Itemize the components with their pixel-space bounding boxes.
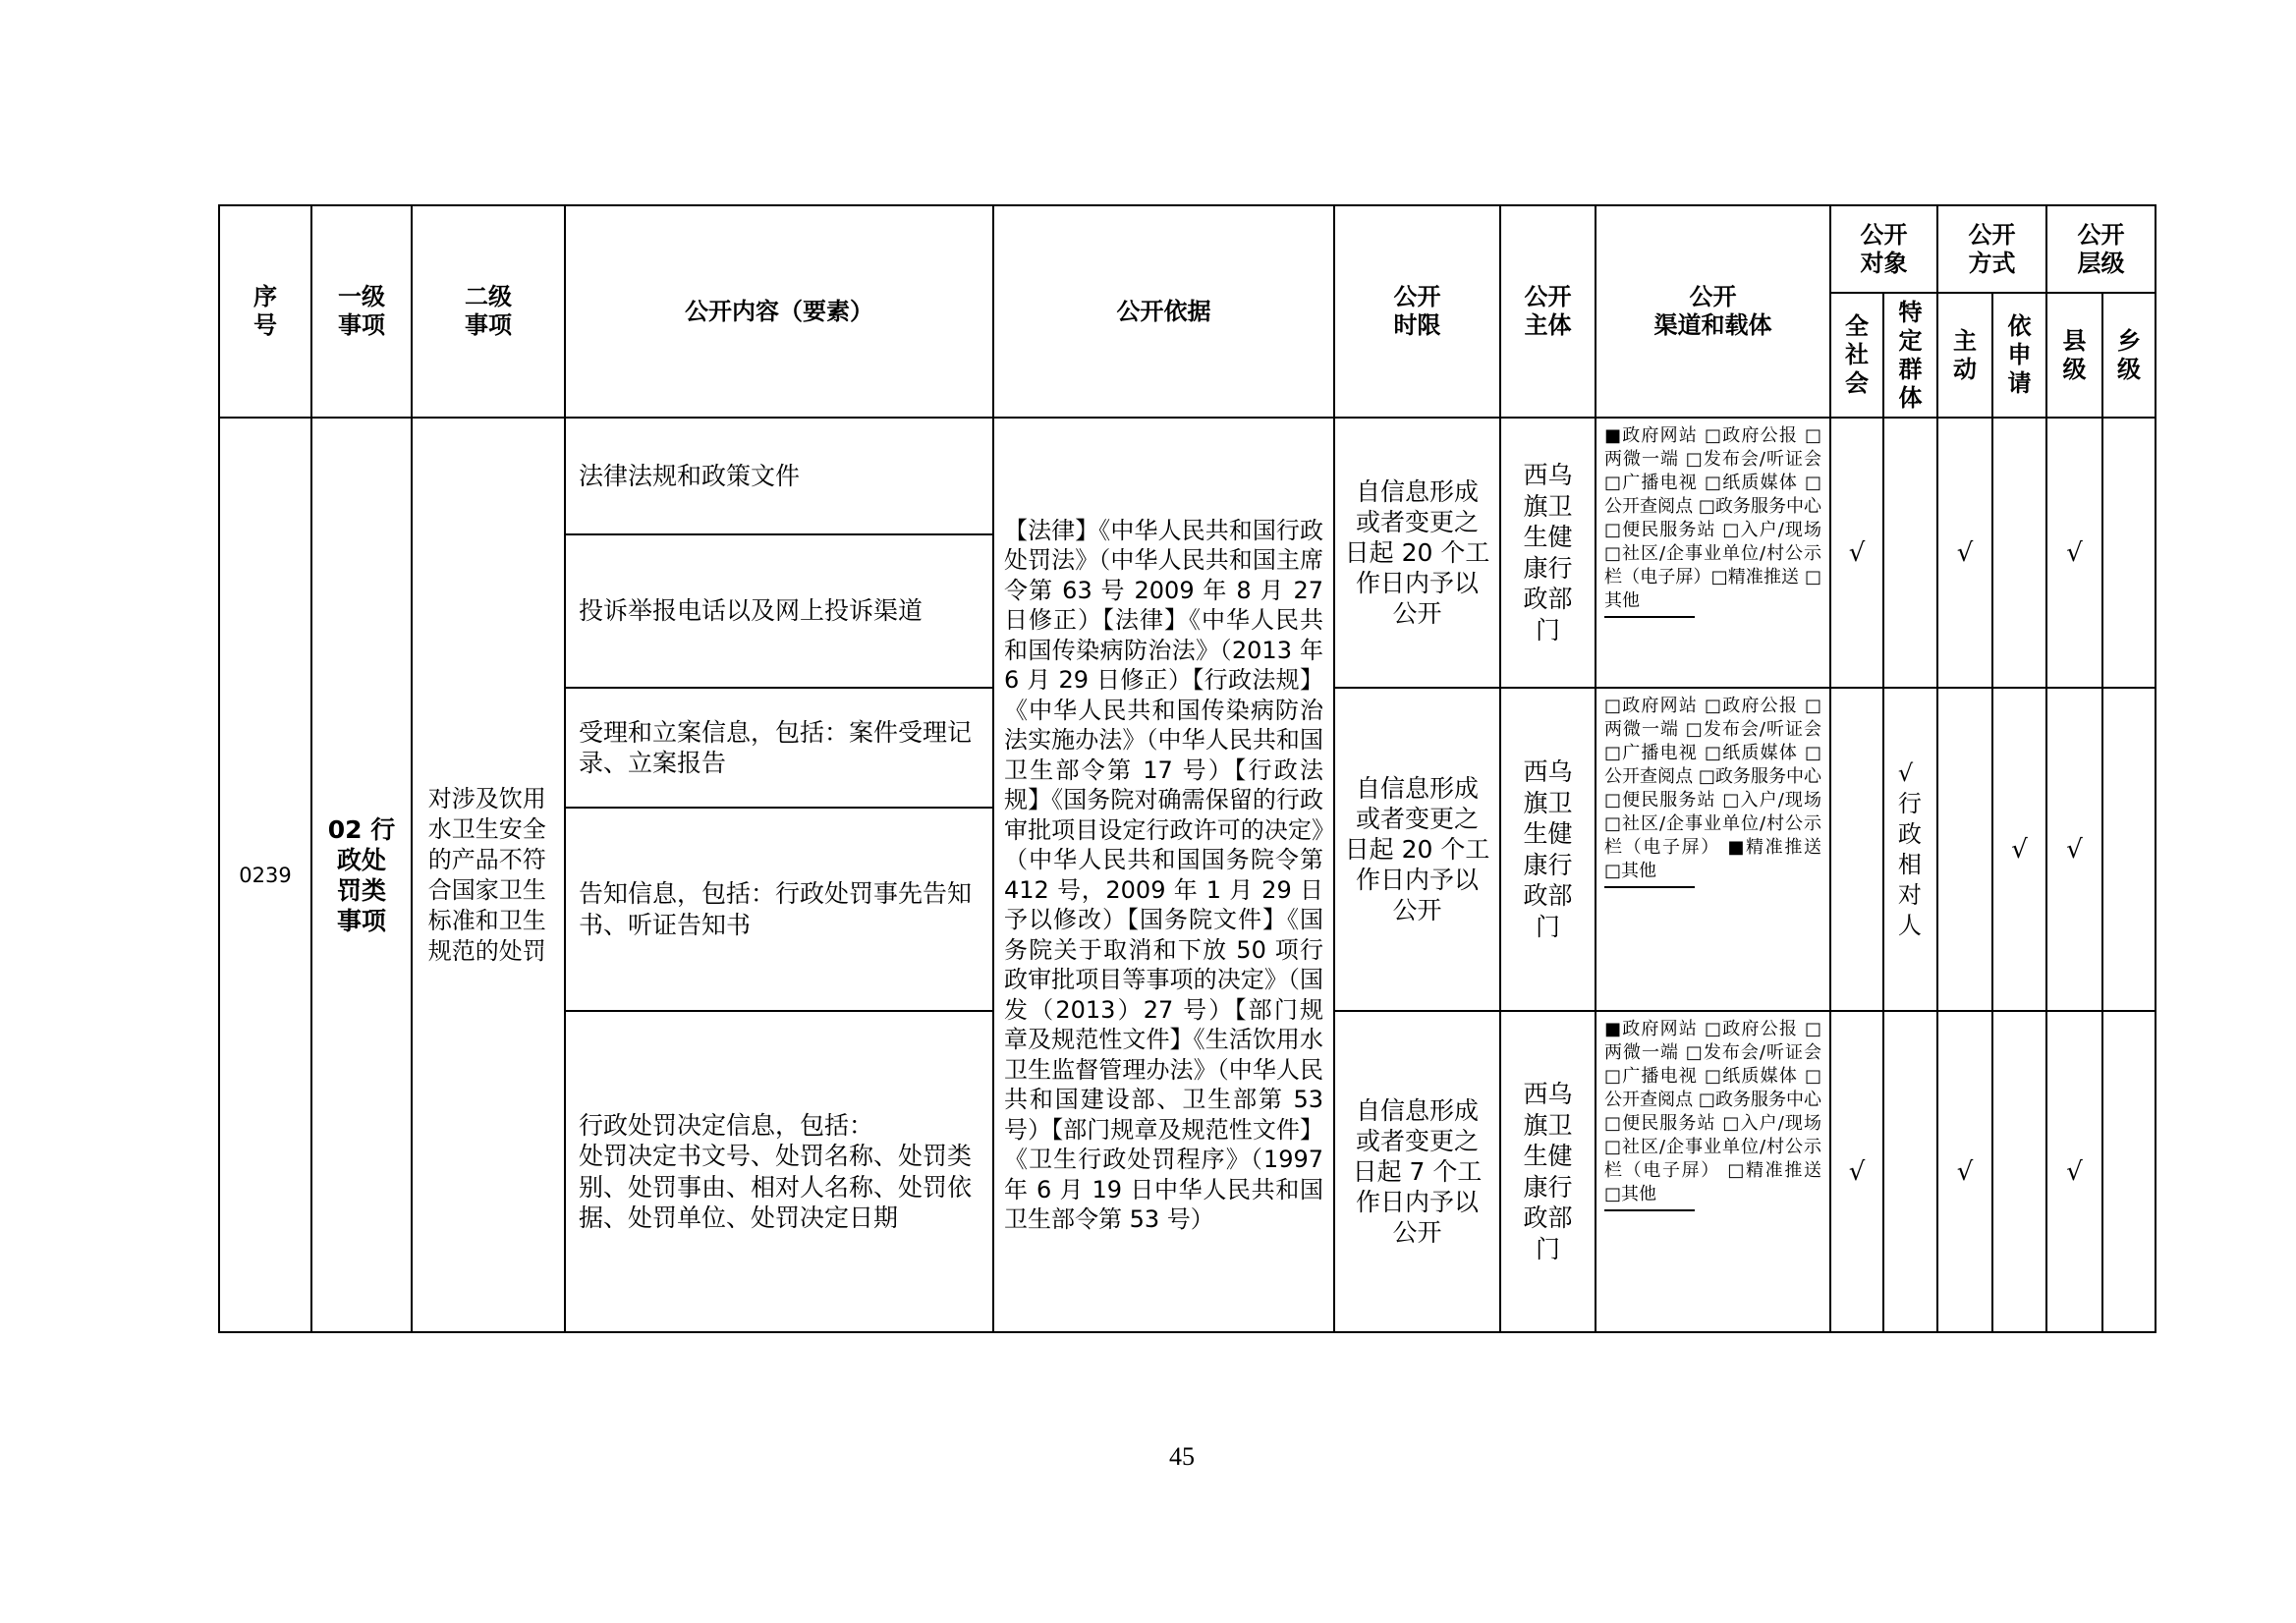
record-seq-cell (220, 419, 310, 1331)
group-1-time-limit-cell (1335, 419, 1499, 687)
content-row-2 (566, 535, 992, 687)
header-method-active-cell (1938, 294, 1991, 417)
disclosure-table (218, 204, 2156, 1333)
content-text: 行政处罚决定信息，包括： 处罚决定书文号、处罚名称、处罚类别、处罚事由、相对人名称、处罚依据、处罚单位、处罚决定日期 (579, 1110, 973, 1232)
header-method-cell (1938, 206, 2045, 292)
header-time-limit-cell (1335, 206, 1499, 417)
group-2-channel-cell (1596, 689, 1829, 1010)
header-subject: 公开主体 (1524, 283, 1572, 339)
header-method: 公开方式 (1968, 220, 2016, 277)
header-channel-cell (1596, 206, 1829, 417)
content-text: 告知信息，包括：行政处罚事先告知书、听证告知书 (579, 879, 973, 939)
header-method-request: 依申请 (2007, 312, 2032, 397)
header-method-active: 主动 (1953, 326, 1977, 383)
header-subject-cell (1501, 206, 1595, 417)
header-content: 公开内容（要素） (685, 297, 873, 325)
header-target-specific-cell (1884, 294, 1936, 417)
content-text: 法律法规和政策文件 (579, 461, 801, 490)
check-mark-specific-group: √行政相对人 (1897, 758, 1922, 939)
header-level: 公开层级 (2077, 220, 2125, 277)
header-target-specific: 特定群体 (1898, 298, 1923, 412)
header-level-township-cell (2103, 294, 2155, 417)
other-blank-line (1604, 886, 1695, 888)
record-level2: 对涉及饮用水卫生安全的产品不符合国家卫生标准和卫生规范的处罚 (427, 784, 546, 965)
group-2-level-county (2047, 689, 2101, 1010)
check-mark: √ (2066, 537, 2083, 568)
record-level1: 02 行政处罚类事项 (327, 814, 396, 935)
record-basis-cell (994, 419, 1333, 1331)
group-3-channel-options: ■政府网站 □政府公报 □两微一端 □发布会/听证会 □广播电视 □纸质媒体 □公开查阅点 □政务服务中心 □便民服务站 □入户/现场 □社区/企事业单位/村公示栏（电子屏） □精准推送 □其他 (1604, 1019, 1821, 1204)
group-3-level-township (2103, 1012, 2155, 1331)
page-number: 45 (1169, 1442, 1195, 1471)
header-level1: 一级事项 (337, 283, 385, 339)
content-row-3 (566, 689, 992, 807)
group-1-time-limit: 自信息形成 或者变更之 日起 20 个工 作日内予以 公开 (1344, 477, 1490, 628)
header-level-cell (2047, 206, 2155, 292)
header-target-public: 全社会 (1845, 312, 1869, 397)
group-2-subject: 西乌旗卫生健康行政部门 (1523, 757, 1573, 941)
record-level2-cell (413, 419, 564, 1331)
header-seq: 序号 (253, 283, 277, 339)
group-2-method-request (1993, 689, 2045, 1010)
header-basis: 公开依据 (1116, 297, 1211, 325)
group-3-subject-cell (1501, 1012, 1595, 1331)
group-1-channel-options: ■政府网站 □政府公报 □两微一端 □发布会/听证会 □广播电视 □纸质媒体 □公开查阅点 □政务服务中心□便民服务站 □入户/现场 □社区/企事业单位/村公示栏（电子屏）□精准推送 □其他 (1604, 425, 1821, 611)
check-mark: √ (2066, 1156, 2083, 1187)
header-level-county-cell (2047, 294, 2101, 417)
header-level1-cell (312, 206, 411, 417)
content-text: 受理和立案信息，包括：案件受理记录、立案报告 (579, 717, 973, 777)
header-method-request-cell (1993, 294, 2045, 417)
header-level-county: 县级 (2062, 326, 2087, 383)
header-target: 公开对象 (1860, 220, 1908, 277)
header-level2-cell (413, 206, 564, 417)
group-3-level-county (2047, 1012, 2101, 1331)
header-level2: 二级事项 (464, 283, 512, 339)
header-seq-cell (220, 206, 310, 417)
group-2-time-limit: 自信息形成 或者变更之 日起 20 个工 作日内予以 公开 (1344, 774, 1490, 924)
header-time-limit: 公开时限 (1393, 283, 1441, 339)
group-3-target-public (1831, 1012, 1882, 1331)
header-basis-cell (994, 206, 1333, 417)
group-1-target-public (1831, 419, 1882, 687)
header-channel-line2: 渠道和载体 (1653, 311, 1772, 339)
group-2-time-limit-cell (1335, 689, 1499, 1010)
group-2-level-township (2103, 689, 2155, 1010)
group-1-target-specific (1884, 419, 1936, 687)
header-content-cell (566, 206, 992, 417)
check-mark: √ (2066, 834, 2083, 865)
record-basis: 【法律】《中华人民共和国行政处罚法》（中华人民共和国主席令第 63 号 2009 年 8 月 27 日修正）【法律】《中华人民共和国传染病防治法》（2013 年 6 月 29 日修正）【行政法规】《中华人民共和国传染病防治法实施办法》（中华人民共和国卫生部令第 17 号）【行政法规】《国务院对确需保留的行政审批项目设定行政许可的决定》（中华人民共和国国务院令第 412 号，2009 年 1 月 29 日予以修改）【国务院文件】《国务院关于取消和下放 50 项行政审批项目等事项的决定》（国发（2013）27 号）【部门规章及规范性文件】《生活饮用水卫生监督管理办法》（中华人民共和国建设部、卫生部第 53 号）【部门规章及规范性文件】《卫生行政处罚程序》（1997 年 6 月 19 日中华人民共和国卫生部令第 53 号） (1004, 516, 1323, 1233)
other-blank-line (1604, 616, 1695, 618)
group-3-method-active (1938, 1012, 1991, 1331)
content-row-5 (566, 1012, 992, 1331)
group-3-channel-cell (1596, 1012, 1829, 1331)
content-text: 投诉举报电话以及网上投诉渠道 (579, 596, 924, 626)
check-mark: √ (1848, 537, 1866, 568)
group-1-method-request (1993, 419, 2045, 687)
group-1-method-active (1938, 419, 1991, 687)
content-row-4 (566, 809, 992, 1010)
group-3-target-specific (1884, 1012, 1936, 1331)
group-3-time-limit-cell (1335, 1012, 1499, 1331)
header-target-public-cell (1831, 294, 1882, 417)
check-mark: √ (1848, 1156, 1866, 1187)
other-blank-line (1604, 1209, 1695, 1211)
group-1-subject-cell (1501, 419, 1595, 687)
group-1-subject: 西乌旗卫生健康行政部门 (1523, 461, 1573, 644)
group-3-method-request (1993, 1012, 2045, 1331)
record-seq: 0239 (239, 863, 292, 887)
group-2-subject-cell (1501, 689, 1595, 1010)
check-mark: √ (1956, 1156, 1974, 1187)
group-2-target-specific (1884, 689, 1936, 1010)
group-3-time-limit: 自信息形成 或者变更之 日起 7 个工 作日内予以 公开 (1352, 1096, 1483, 1247)
group-2-method-active (1938, 689, 1991, 1010)
check-mark: √ (1956, 537, 1974, 568)
group-1-level-township (2103, 419, 2155, 687)
group-2-target-public (1831, 689, 1882, 1010)
check-mark: √ (2011, 834, 2028, 865)
group-1-level-county (2047, 419, 2101, 687)
record-level1-cell (312, 419, 411, 1331)
group-1-channel-cell (1596, 419, 1829, 687)
group-2-channel-options: □政府网站 □政府公报 □两微一端 □发布会/听证会 □广播电视 □纸质媒体 □公开查阅点 □政务服务中心 □便民服务站 □入户/现场 □社区/企事业单位/村公示栏（电子屏） ■精准推送 □其他 (1604, 696, 1821, 881)
header-channel-line1: 公开 (1689, 283, 1737, 310)
content-row-1 (566, 419, 992, 533)
header-target-cell (1831, 206, 1936, 292)
group-3-subject: 西乌旗卫生健康行政部门 (1523, 1080, 1573, 1263)
header-level-township: 乡级 (2117, 326, 2141, 383)
